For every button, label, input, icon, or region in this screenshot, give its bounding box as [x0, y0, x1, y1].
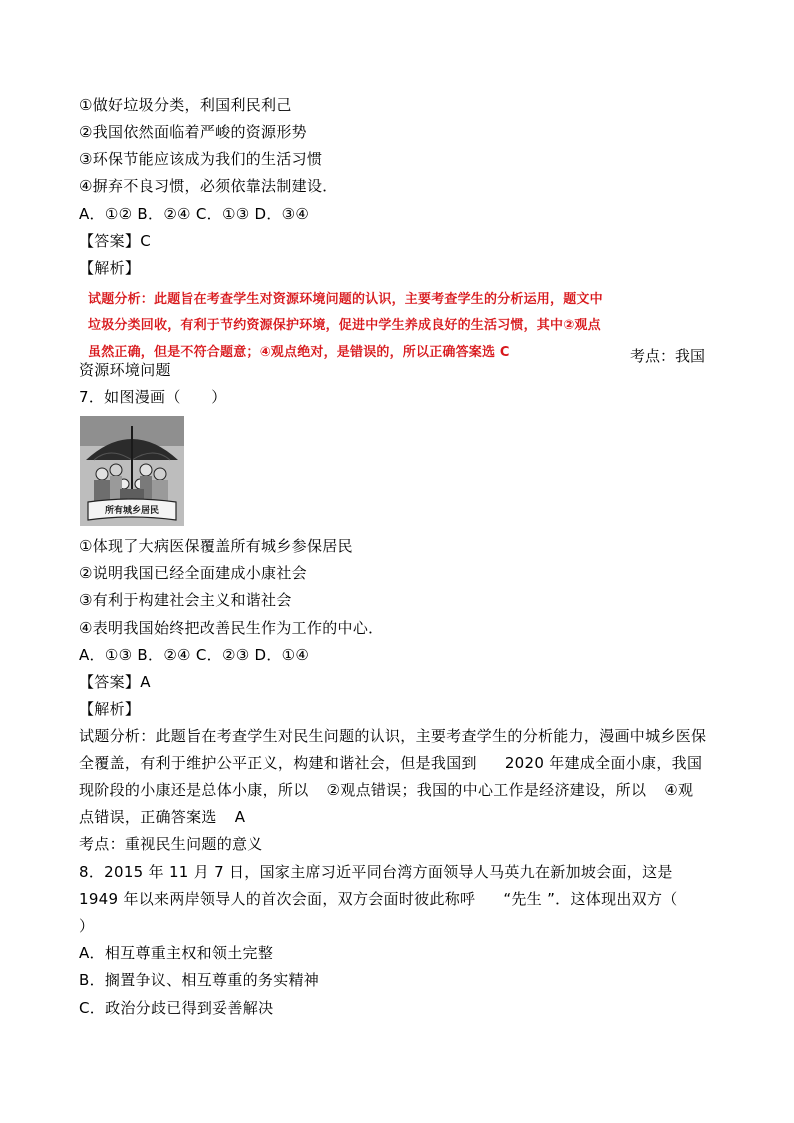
q8-stem-line-1: 8．2015 年 11 月 7 日，国家主席习近平同台湾方面领导人马英九在新加坡会面，这是	[79, 863, 673, 881]
q7-analysis-line-2b: 2020 年建成全面小康，我国	[504, 754, 703, 772]
q7-analysis-line-3c: ④观	[664, 781, 694, 799]
q8-stem-line-2	[79, 890, 678, 908]
q6-option-2: ②我国依然面临着严峻的资源形势	[79, 123, 307, 141]
q6-analysis-line-1: 试题分析：此题旨在考查学生对资源环境问题的认识，主要考查学生的分析运用，题文中	[88, 292, 603, 307]
q6-kaodian-end: 资源环境问题	[79, 361, 171, 379]
q6-answer: 【答案】C	[79, 232, 151, 250]
q7-analysis-line-2a: 全覆盖，有利于维护公平正义，构建和谐社会，但是我国到	[79, 754, 477, 772]
q8-option-c: C．政治分歧已得到妥善解决	[79, 999, 274, 1017]
q7-stem: 7．如图漫画（ ）	[79, 388, 227, 406]
q8-stem-line-2b: “先生 ”．这体现出双方（	[503, 890, 678, 908]
q7-option-2: ②说明我国已经全面建成小康社会	[79, 564, 307, 582]
q8-stem-line-2a: 1949 年以来两岸领导人的首次会面，双方会面时彼此称呼	[79, 890, 476, 908]
q6-kaodian-start: 考点：我国	[630, 347, 706, 365]
q7-analysis-line-3	[79, 781, 693, 799]
q8-option-b: B．搁置争议、相互尊重的务实精神	[79, 971, 320, 989]
q7-analysis-line-3b: ②观点错误；我国的中心工作是经济建设，所以	[326, 781, 647, 799]
q6-analysis-line-3: 虽然正确，但是不符合题意；④观点绝对，是错误的，所以正确答案选 C	[88, 345, 510, 360]
q6-analysis-label: 【解析】	[79, 259, 141, 277]
q6-option-1: ①做好垃圾分类，利国利民利己	[79, 96, 292, 114]
q7-option-3: ③有利于构建社会主义和谐社会	[79, 591, 292, 609]
q7-answer: 【答案】A	[79, 673, 151, 691]
q7-analysis-line-1: 试题分析：此题旨在考查学生对民生问题的认识，主要考查学生的分析能力，漫画中城乡医保	[79, 727, 707, 745]
q8-stem-line-3: ）	[79, 917, 95, 935]
q7-option-1: ①体现了大病医保覆盖所有城乡参保居民	[79, 537, 353, 555]
q7-choices: A．①③ B．②④ C．②③ D．①④	[79, 646, 310, 664]
cartoon-umbrella-image	[80, 416, 184, 526]
q7-analysis-line-4a: 点错误，正确答案选	[79, 808, 217, 826]
q8-option-a: A．相互尊重主权和领土完整	[79, 944, 274, 962]
q7-analysis-line-2	[79, 754, 702, 772]
q6-analysis-line-2: 垃圾分类回收，有利于节约资源保护环境，促进中学生养成良好的生活习惯，其中②观点	[88, 318, 601, 333]
q7-kaodian: 考点：重视民生问题的意义	[79, 835, 263, 853]
q7-analysis-line-4b: A	[234, 808, 246, 826]
q7-option-4: ④表明我国始终把改善民生作为工作的中心．	[79, 619, 384, 637]
q7-analysis-label: 【解析】	[79, 700, 141, 718]
q7-analysis-line-4	[79, 808, 245, 826]
cartoon-caption: 所有城乡居民	[104, 506, 160, 516]
q6-option-3: ③环保节能应该成为我们的生活习惯	[79, 150, 323, 168]
q6-option-4: ④摒弃不良习惯，必须依靠法制建设．	[79, 177, 338, 195]
q7-analysis-line-3a: 现阶段的小康还是总体小康，所以	[79, 781, 309, 799]
q6-choices: A．①② B．②④ C．①③ D．③④	[79, 205, 310, 223]
